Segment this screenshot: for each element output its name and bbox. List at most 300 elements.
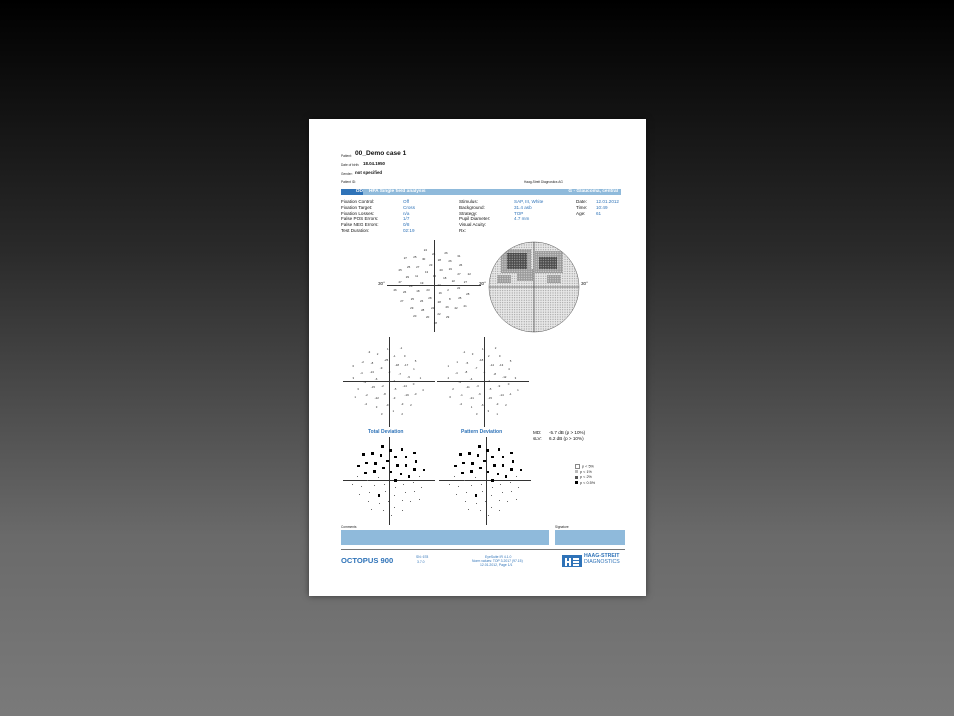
probability-symbol-icon <box>402 500 403 501</box>
probability-symbol-icon <box>456 494 457 495</box>
grid-value: -3 <box>400 401 404 406</box>
grid-value: 1 <box>354 395 356 400</box>
grid-value: 18 <box>416 289 420 294</box>
grid-value: -4 <box>469 376 473 381</box>
grid-value: 26 <box>444 250 448 255</box>
gender-label: Gender: <box>341 172 353 176</box>
grid-value: -9 <box>379 365 383 370</box>
grid-value: 0 <box>498 353 501 358</box>
grid-value: 13 <box>424 270 429 275</box>
info-key: Rx: <box>459 227 466 233</box>
probability-symbol-icon <box>374 485 375 486</box>
grid-value: -6 <box>374 376 378 381</box>
grid-value: 3 <box>514 376 517 381</box>
grid-value: -7 <box>474 365 478 370</box>
probability-symbol-icon <box>384 484 385 485</box>
probability-symbol-icon <box>482 491 483 492</box>
signature-field[interactable] <box>555 530 625 545</box>
grid-value: -8 <box>383 392 386 397</box>
grid-value: -3 <box>387 369 391 374</box>
probability-symbol-icon <box>491 479 494 482</box>
probability-symbol-icon <box>479 467 482 470</box>
norm-values: Norm values: TOP 3.2017 (97.15) <box>472 559 523 563</box>
grid-value: 25 <box>458 295 462 300</box>
grid-value: -18 <box>479 358 484 363</box>
probability-symbol-icon <box>481 484 482 485</box>
serial-number: SN: 678 <box>416 555 429 559</box>
index-row: MD: -5.7 dB (p > 10%) <box>533 430 586 435</box>
grid-value: 26 <box>409 283 413 288</box>
grid-value: -3 <box>392 396 396 401</box>
grid-value: 1 <box>496 411 498 416</box>
grid-value: 29 <box>410 305 414 310</box>
probability-symbol-icon <box>510 482 511 483</box>
grid-value: 22 <box>454 306 458 311</box>
grid-value: -19 <box>404 392 409 397</box>
grid-value: -14 <box>499 392 504 397</box>
legend-item: p < 2% <box>575 475 592 479</box>
probability-symbol-icon <box>415 460 418 463</box>
grid-value: -9 <box>407 374 410 379</box>
probability-symbol-icon <box>485 501 486 502</box>
probability-symbol-icon <box>502 464 505 467</box>
info-key: Visual Acuity: <box>459 222 487 228</box>
probability-symbol-icon <box>371 509 372 510</box>
patient-id-label: Patient ID: <box>341 180 356 184</box>
grid-value: 20 <box>413 314 417 319</box>
grid-value: -9 <box>385 402 389 407</box>
grid-value: 24 <box>423 247 427 252</box>
grid-value: -14 <box>402 384 407 389</box>
grid-value: -6 <box>480 402 484 407</box>
info-key: Stimulus: <box>459 199 478 204</box>
info-value: 4.7 mm <box>514 216 530 222</box>
grid-value: -1 <box>399 345 403 350</box>
probability-symbol-icon <box>357 465 360 468</box>
grid-value: 23 <box>429 262 433 267</box>
probability-symbol-icon <box>379 503 380 504</box>
grid-value: -1 <box>460 393 463 398</box>
grid-value: 1 <box>447 363 450 368</box>
probability-symbol-icon <box>505 475 508 478</box>
probability-symbol-icon <box>423 469 426 472</box>
grid-value: -15 <box>487 396 492 401</box>
probability-symbol-icon <box>491 495 492 496</box>
probability-symbol-icon <box>499 510 500 511</box>
grid-value: 14 <box>437 283 441 287</box>
grid-value: -1 <box>392 353 396 358</box>
probability-symbol-icon <box>465 501 466 502</box>
probability-symbol-icon <box>359 494 360 495</box>
grid-value: 25 <box>398 268 402 273</box>
grid-value: -12 <box>502 374 507 379</box>
info-value: TOP <box>514 210 524 216</box>
info-key: Time: <box>576 204 588 210</box>
probability-symbol-icon <box>408 475 411 478</box>
probability-symbol-icon <box>382 467 385 470</box>
grid-value: 27 <box>403 256 407 261</box>
index-row: sLV: 6.2 dB (p > 10%) <box>533 435 584 441</box>
grid-value: 3 <box>475 412 478 417</box>
grid-value: -13 <box>369 369 374 374</box>
probability-symbol-icon <box>389 449 392 452</box>
info-row <box>459 228 543 234</box>
grid-value: 23 <box>426 287 430 292</box>
brand-name: HAAG-STREIT DIAGNOSTICS <box>584 553 620 565</box>
grid-value: 0 <box>352 363 355 368</box>
probability-symbol-icon <box>368 501 369 502</box>
grid-value: -15 <box>370 385 375 390</box>
grid-value: 2 <box>487 353 490 358</box>
probability-symbol-icon <box>413 452 416 455</box>
probability-symbol-icon <box>357 476 358 477</box>
grid-value: -5 <box>465 360 469 365</box>
analysis-title: HFA Single field analysis <box>369 189 426 194</box>
probability-symbol-icon <box>394 479 397 482</box>
grid-value: -2 <box>487 379 491 383</box>
probability-symbol-icon <box>499 500 500 501</box>
probability-symbol-icon <box>365 462 368 465</box>
haag-streit-logo-icon <box>562 555 582 567</box>
probability-symbol-icon <box>394 495 395 496</box>
grid-value: 2 <box>410 402 412 407</box>
grid-value: -4 <box>360 370 363 375</box>
info-value: n/a <box>403 210 410 216</box>
dob-value: 18.04.1950 <box>363 161 385 166</box>
grid-value: 26 <box>448 258 452 263</box>
grid-value: 2 <box>447 288 449 293</box>
probability-symbol-icon <box>394 507 395 508</box>
grid-value: 1 <box>392 408 395 413</box>
probability-symbol-icon <box>396 464 399 467</box>
probability-symbol-icon <box>386 460 389 463</box>
info-row <box>576 211 619 217</box>
footer-divider <box>341 549 625 550</box>
probability-symbol-icon <box>500 484 501 485</box>
probability-symbol-icon <box>477 454 480 457</box>
probability-symbol-icon <box>470 470 473 473</box>
grid-value: 26 <box>445 305 449 310</box>
probability-symbol-icon <box>459 453 462 456</box>
grid-value: -5 <box>488 387 492 392</box>
grid-value: 22 <box>451 278 455 283</box>
grid-value: 0 <box>403 353 406 358</box>
probability-symbol-icon <box>510 468 513 471</box>
info-value: Cross <box>403 204 415 210</box>
grid-value: -6 <box>478 392 481 397</box>
probability-symbol-icon <box>369 492 370 493</box>
legend-item: p < 1% <box>575 470 592 474</box>
legend-item: p < 5% <box>575 464 594 469</box>
grid-value: 28 <box>428 296 432 301</box>
probability-symbol-icon <box>476 503 477 504</box>
probability-symbol-icon <box>468 452 471 455</box>
probability-symbol-icon <box>402 510 403 511</box>
clinic-name: Haag-Streit Diagnostics AG <box>524 180 563 184</box>
probability-symbol-icon <box>491 507 492 508</box>
grid-value: -1 <box>482 369 486 374</box>
pattern-deviation-title: Pattern Deviation <box>461 429 503 435</box>
grid-value: 30 <box>422 257 426 262</box>
probability-symbol-icon <box>471 462 474 465</box>
info-key: Pupil Diameter: <box>459 216 491 222</box>
probability-symbol-icon <box>413 468 416 471</box>
grid-value: 0 <box>412 382 415 387</box>
probability-symbol-icon <box>414 491 415 492</box>
probability-symbol-icon <box>491 456 494 459</box>
grid-value: 25 <box>407 264 411 269</box>
grid-value: 25 <box>410 297 415 302</box>
probability-symbol-icon <box>388 501 389 502</box>
grid-value: 3 <box>471 352 474 357</box>
info-key: Test Duration: <box>341 227 370 233</box>
grid-value: 28 <box>421 308 425 313</box>
grid-value: -21 <box>469 395 474 400</box>
probability-symbol-icon <box>364 472 367 475</box>
grid-value: 16 <box>438 291 442 296</box>
info-value: 0/8 <box>403 222 410 228</box>
grid-value: 3 <box>357 386 359 391</box>
probability-symbol-icon <box>511 491 512 492</box>
info-row <box>341 228 415 234</box>
grid-value: 28 <box>466 291 470 296</box>
grid-value: -1 <box>508 392 512 397</box>
grid-value: 22 <box>457 286 461 291</box>
grid-value: 29 <box>445 315 450 320</box>
probability-symbol-icon <box>498 448 501 451</box>
grid-value: 19 <box>420 281 424 285</box>
grid-value: 1 <box>482 346 484 351</box>
grid-value: -3 <box>413 392 417 397</box>
probability-symbol-icon <box>378 477 379 478</box>
probability-symbol-icon <box>497 473 500 476</box>
info-left <box>341 199 415 234</box>
grid-value: 2 <box>494 345 497 350</box>
grid-value: -4 <box>455 370 458 375</box>
signature-label: Signature <box>555 525 569 529</box>
probability-symbol-icon <box>403 484 404 485</box>
grid-value: 22 <box>437 311 441 316</box>
probability-symbol-icon <box>410 501 411 502</box>
grid-value: 11 <box>415 273 419 278</box>
probability-symbol-icon <box>367 480 368 481</box>
probability-symbol-icon <box>405 464 408 467</box>
info-value: 1/7 <box>403 216 410 222</box>
grid-value: 3 <box>375 404 378 409</box>
grid-value: 3 <box>352 376 355 381</box>
grid-value: -2 <box>364 402 368 407</box>
grid-value: 5 <box>509 358 512 363</box>
info-value: SAP, III, White <box>514 199 544 204</box>
probability-symbol-icon <box>401 448 404 451</box>
eyesuite-version: EyeSuite IR 4.1.0 <box>485 555 512 559</box>
probability-symbol-icon <box>391 515 392 516</box>
info-key: Date: <box>576 199 587 204</box>
probability-symbol-icon <box>478 445 481 448</box>
grid-value: -18 <box>394 363 399 368</box>
grid-value: -8 <box>370 360 374 365</box>
patient-name: 00_Demo case 1 <box>355 150 407 157</box>
probability-symbol-icon <box>488 515 489 516</box>
gender-value: not specified <box>355 170 383 175</box>
report-page <box>309 119 646 596</box>
probability-symbol-icon <box>510 452 513 455</box>
comments-label: Comments <box>341 525 357 529</box>
probability-symbol-icon <box>395 487 396 488</box>
comments-field[interactable] <box>341 530 549 545</box>
grid-value: 1 <box>470 404 473 409</box>
grid-value: -8 <box>493 372 497 377</box>
grid-value: -3 <box>476 384 479 389</box>
grid-value: 27 <box>400 298 404 303</box>
grid-value: -7 <box>398 372 402 377</box>
probability-symbol-icon <box>512 460 515 463</box>
probability-symbol-icon <box>454 476 455 477</box>
probability-symbol-icon <box>405 492 406 493</box>
probability-symbol-icon <box>502 492 503 493</box>
legend-symbol-icon <box>575 464 580 469</box>
total-deviation-title: Total Deviation <box>368 429 404 435</box>
probability-symbol-icon <box>471 485 472 486</box>
legend-symbol-icon <box>575 470 578 473</box>
program-band <box>341 189 621 195</box>
grid-value: 1 <box>387 346 389 351</box>
grid-value: 27 <box>463 280 467 285</box>
software-version: 3.7.0 <box>417 560 425 564</box>
legend-item: p < 0.5% <box>575 481 595 485</box>
grid-value: 1 <box>517 387 519 392</box>
grid-value: -3 <box>495 401 499 406</box>
info-value: 61 <box>596 210 602 216</box>
probability-symbol-icon <box>518 487 519 488</box>
grid-value: 4 <box>447 376 450 381</box>
grid-value: 24 <box>430 305 435 310</box>
info-key: Fixation Target: <box>341 204 373 210</box>
info-value: 31.4 asb <box>514 204 532 210</box>
grid-value: 26 <box>402 290 407 295</box>
grid-value: 27 <box>457 271 461 276</box>
product-name: OCTOPUS 900 <box>341 556 394 565</box>
grid-value: -3 <box>367 350 371 355</box>
probability-symbol-icon <box>419 499 420 500</box>
grid-value: 20 <box>426 315 430 320</box>
grid-value: 2 <box>505 402 507 407</box>
grid-value: 0 <box>449 395 451 400</box>
probability-symbol-icon <box>421 487 422 488</box>
info-key: Fixation Control: <box>341 199 375 204</box>
probability-symbol-icon <box>502 456 505 459</box>
grid-value: -8 <box>464 369 468 374</box>
print-info: 12.01.2012, Page 1/1 <box>480 563 513 567</box>
global-indices <box>533 430 585 442</box>
probability-symbol-icon <box>383 510 384 511</box>
grid-value: -5 <box>393 387 397 392</box>
grid-value: 25 <box>413 254 417 259</box>
probability-symbol-icon <box>394 456 397 459</box>
grid-value: 29 <box>405 275 409 280</box>
grid-value: 1 <box>456 360 458 365</box>
info-key: Age: <box>576 210 586 216</box>
grid-value: 2 <box>452 386 454 391</box>
grid-value: -2 <box>361 360 364 365</box>
probability-symbol-icon <box>464 480 465 481</box>
grid-value: -17 <box>404 362 409 367</box>
probability-symbol-icon <box>390 471 393 474</box>
grid-value: -9 <box>497 384 501 389</box>
info-key: Background: <box>459 204 485 210</box>
info-key: False NEG Errors: <box>341 222 379 228</box>
info-key: Strategy: <box>459 210 478 216</box>
axis-label-left: 30° <box>378 281 385 286</box>
info-value: 12.01.2012 <box>596 199 619 204</box>
info-right <box>576 199 619 216</box>
probability-symbol-icon <box>461 472 464 475</box>
grid-value: 0 <box>507 382 510 387</box>
grid-value: 8 <box>449 296 451 301</box>
probability-symbol-icon <box>483 460 486 463</box>
grid-value: 27 <box>416 265 420 269</box>
grid-value: -11 <box>465 385 470 390</box>
probability-symbol-icon <box>466 492 467 493</box>
grid-value: 28 <box>437 299 441 304</box>
program-name: G - Glaucoma, central <box>568 189 618 194</box>
grid-value: 26 <box>393 287 397 292</box>
grid-value: 22 <box>467 272 471 277</box>
probability-symbol-icon <box>458 486 459 487</box>
probability-symbol-icon <box>449 484 450 485</box>
probability-symbol-icon <box>352 484 353 485</box>
info-value: Off <box>403 199 410 204</box>
grid-value: -4 <box>363 379 367 384</box>
grid-value: 3 <box>487 408 490 413</box>
grid-value: -2 <box>365 393 368 398</box>
probability-symbol-icon <box>493 464 496 467</box>
info-key: Fixation Losses: <box>341 210 375 216</box>
legend-symbol-icon <box>575 481 578 484</box>
info-value: 10:49 <box>596 204 608 210</box>
greyscale-plot <box>487 239 587 335</box>
probability-symbol-icon <box>507 501 508 502</box>
probability-symbol-icon <box>362 453 365 456</box>
axis-label-right: 30° <box>479 281 486 286</box>
grid-value: -2 <box>381 384 384 389</box>
probability-symbol-icon <box>373 470 376 473</box>
probability-symbol-icon <box>462 462 465 465</box>
grid-value: 26 <box>420 299 424 304</box>
grid-value: 21 <box>463 303 467 308</box>
probability-symbol-icon <box>381 445 384 448</box>
grid-value: 1 <box>419 376 422 381</box>
grid-value: -1 <box>462 350 466 355</box>
grid-value: 15 <box>432 274 437 279</box>
grid-value: 28 <box>432 251 436 256</box>
grid-value: 2 <box>401 411 403 416</box>
probability-symbol-icon <box>361 486 362 487</box>
grid-value: 5 <box>414 358 417 363</box>
grid-value: 18 <box>443 276 447 281</box>
probability-symbol-icon <box>520 469 523 472</box>
grid-value: 2 <box>376 352 379 357</box>
probability-symbol-icon <box>475 477 476 478</box>
probability-symbol-icon <box>468 509 469 510</box>
probability-symbol-icon <box>516 476 517 477</box>
dob-label: Date of birth: <box>341 163 360 167</box>
grid-value: -13 <box>499 362 504 367</box>
grid-value: 4 <box>422 387 424 392</box>
grid-value: 27 <box>398 280 402 285</box>
grid-value: 19 <box>448 267 452 272</box>
probability-symbol-icon <box>385 491 386 492</box>
